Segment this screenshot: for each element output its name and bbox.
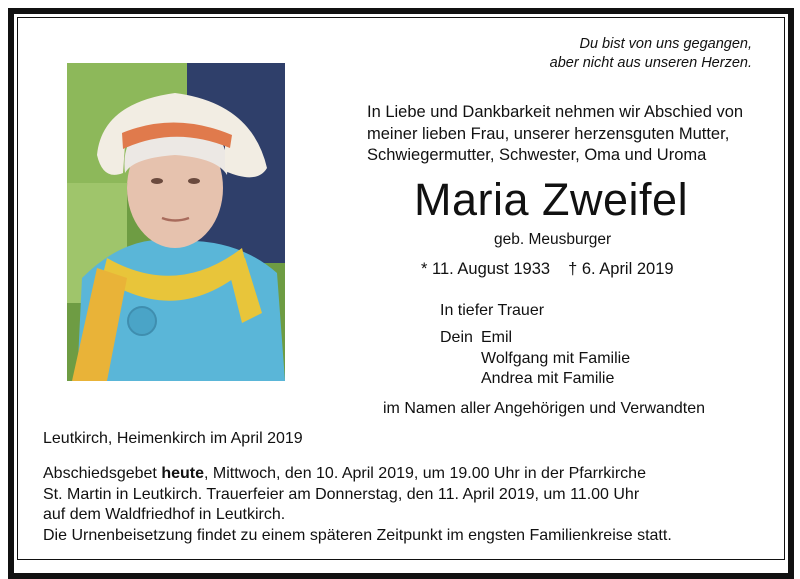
place-date: Leutkirch, Heimenkirch im April 2019	[43, 430, 303, 447]
notice-line-3: auf dem Waldfriedhof in Leutkirch.	[43, 506, 286, 523]
mourner-name: Andrea mit Familie	[481, 370, 615, 387]
intro-line-3: Schwiegermutter, Schwester, Oma und Uroma	[367, 146, 707, 164]
mourner-names	[481, 328, 630, 390]
death-date: † 6. April 2019	[568, 260, 674, 278]
intro-text	[367, 102, 743, 167]
intro-line-1: In Liebe und Dankbarkeit nehmen wir Abschied von	[367, 103, 744, 121]
birth-date: * 11. August 1933	[421, 260, 551, 278]
relatives-line: im Namen aller Angehörigen und Verwandten	[383, 400, 705, 417]
notice-text: Abschiedsgebet	[43, 465, 162, 482]
motto-line-2: aber nicht aus unseren Herzen.	[549, 55, 752, 71]
mourning-intro: In tiefer Trauer	[440, 302, 545, 319]
motto-line-1: Du bist von uns gegangen,	[579, 36, 752, 52]
notice-line-2: St. Martin in Leutkirch. Trauerfeier am Donnerstag, den 11. April 2019, um 11.00 Uhr	[43, 485, 640, 503]
life-dates	[421, 260, 674, 279]
mourner-name: Wolfgang mit Familie	[481, 349, 631, 367]
notice-text: , Mittwoch, den 10. April 2019, um 19.00 Uhr in der Pfarrkirche	[203, 465, 646, 482]
notice-emphasis: heute	[161, 465, 204, 482]
intro-line-2: meiner lieben Frau, unserer herzensguten Mutter,	[367, 124, 730, 143]
maiden-name: geb. Meusburger	[494, 231, 612, 248]
portrait-photo	[67, 63, 285, 381]
mourner-name: Emil	[481, 329, 513, 346]
notice-line-1	[43, 464, 763, 485]
mourners-list	[440, 328, 630, 390]
portrait-illustration	[67, 63, 285, 381]
dein-label: Dein	[440, 329, 473, 346]
notice-line-4: Die Urnenbeisetzung findet zu einem späteren Zeitpunkt im engsten Familienkreise statt.	[43, 526, 672, 544]
deceased-name: Maria Zweifel	[414, 174, 689, 225]
service-notice	[43, 464, 763, 546]
motto	[550, 35, 752, 73]
